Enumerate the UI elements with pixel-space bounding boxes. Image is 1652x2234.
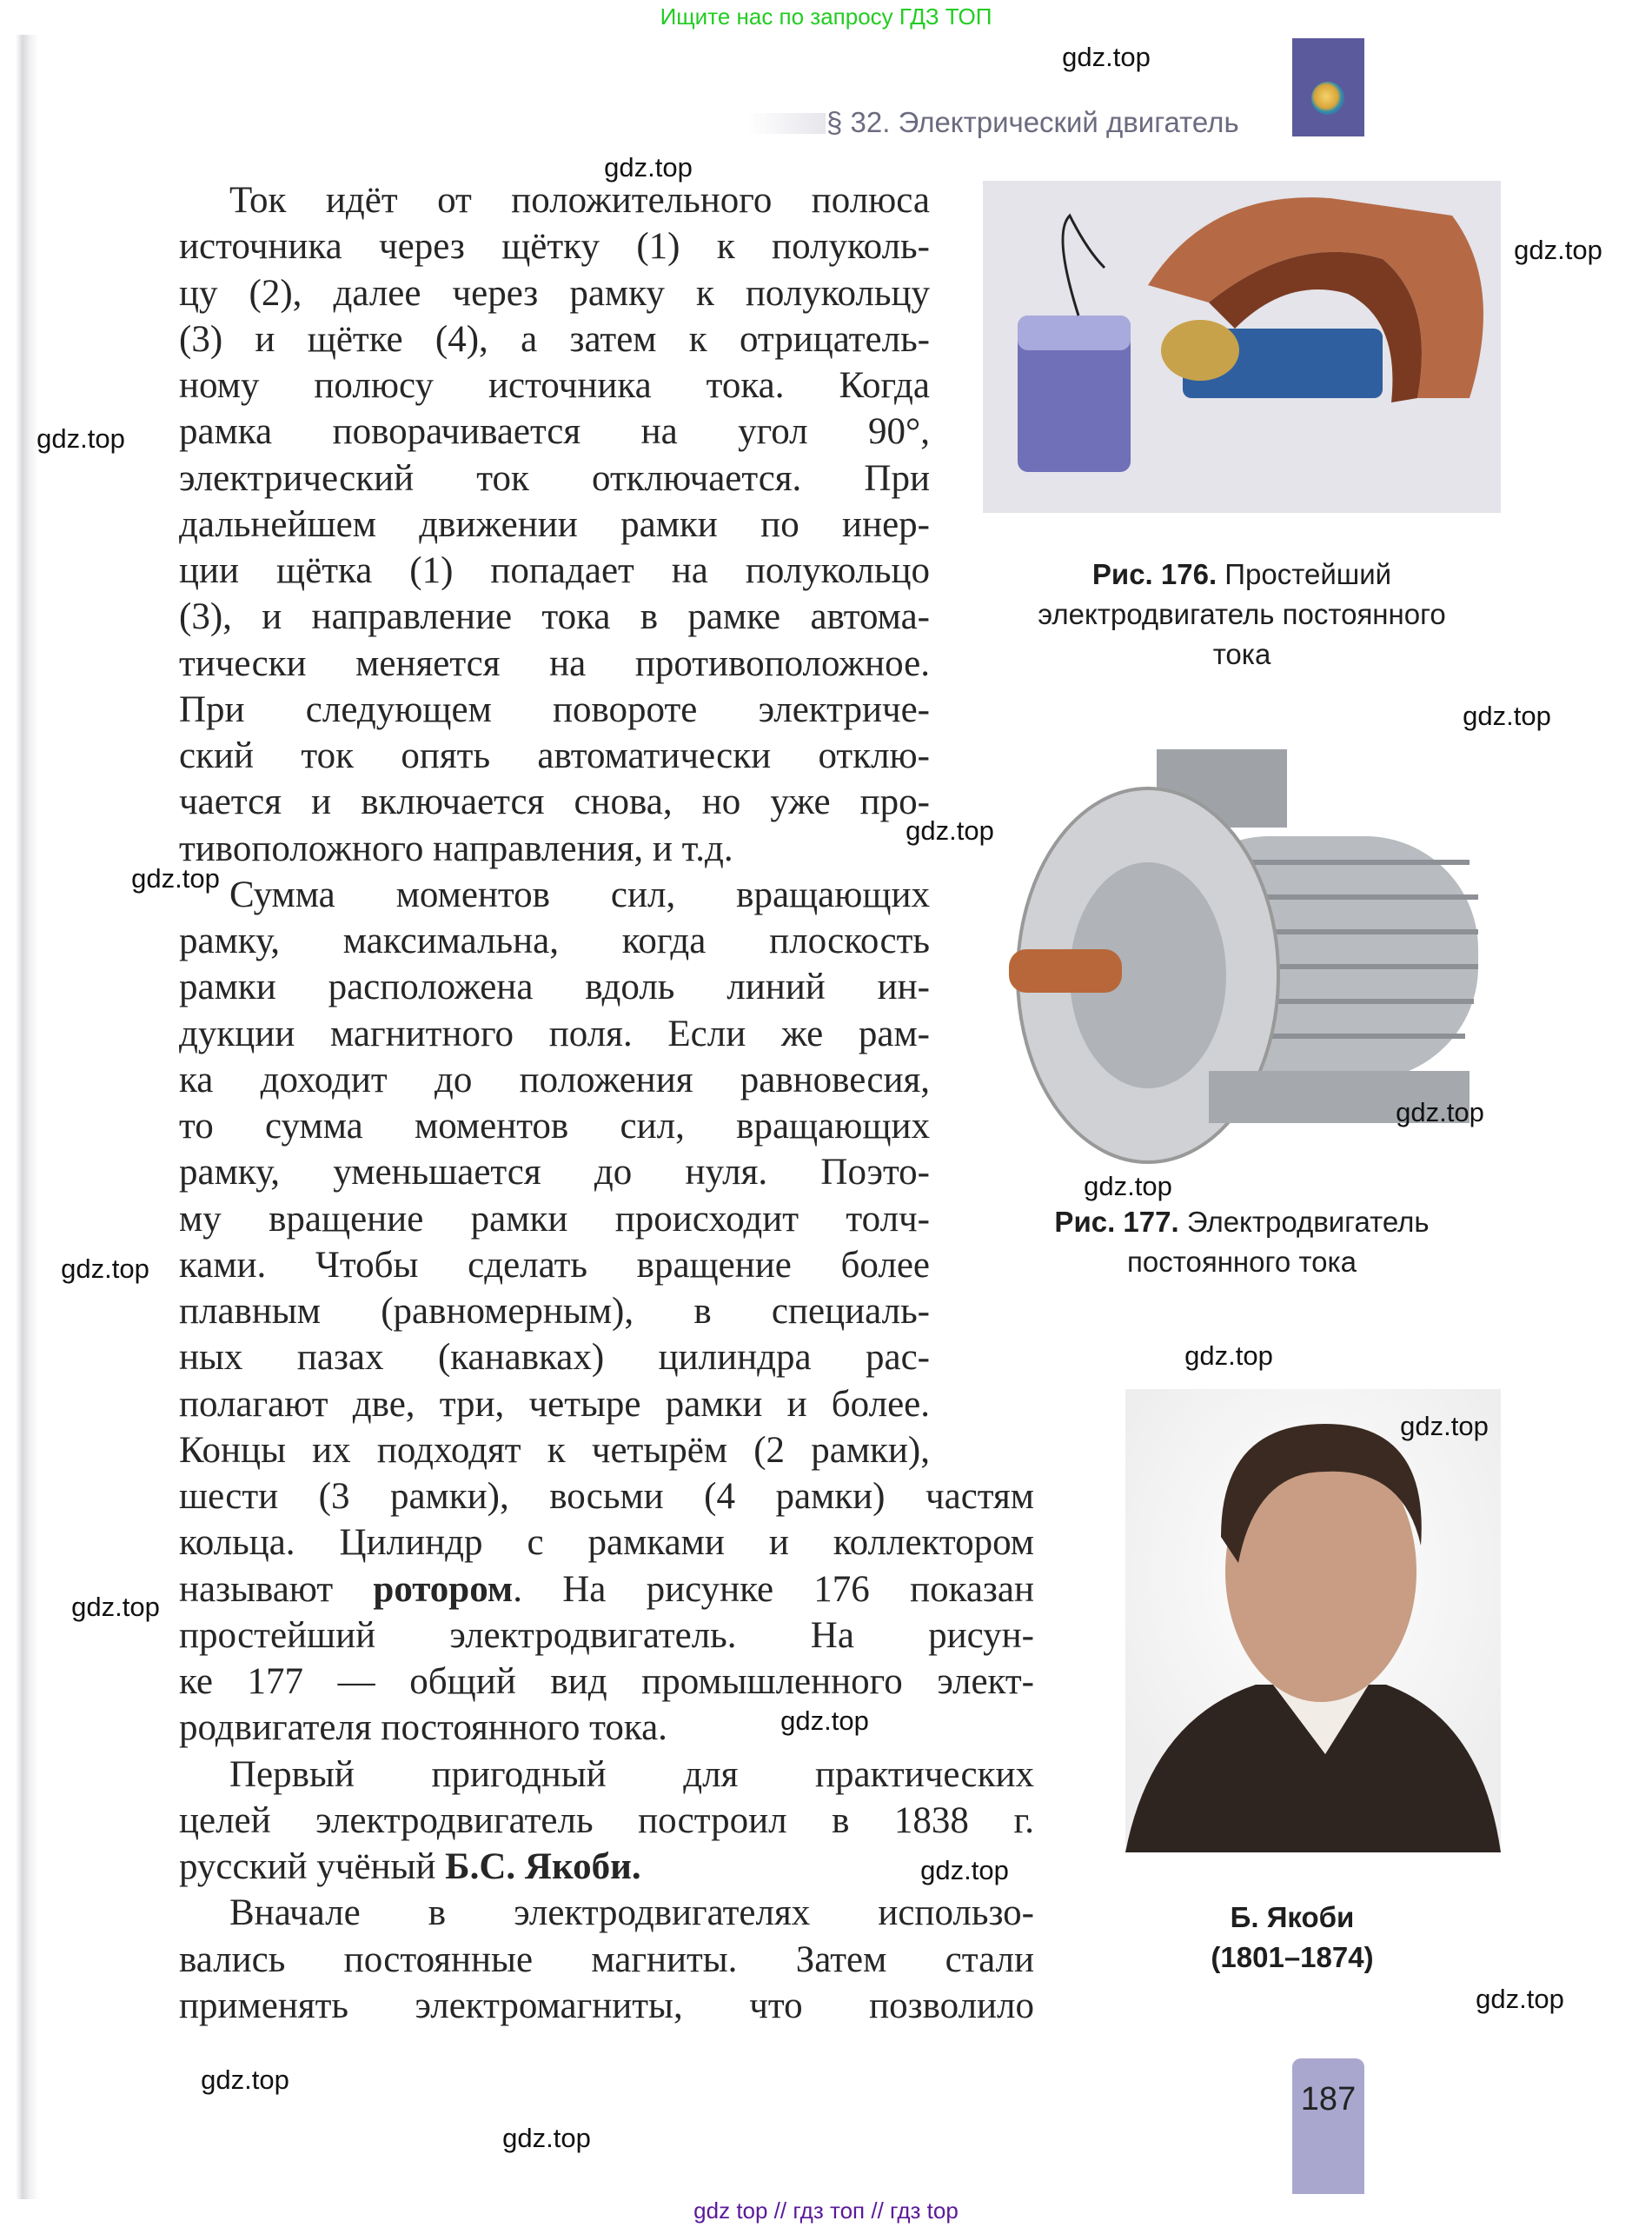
jacobi-portrait: [1125, 1389, 1501, 1852]
text-segment: источника через щётку (1) к полуколь-: [179, 226, 930, 268]
text-line: [179, 1381, 930, 1427]
text-line: [179, 548, 930, 594]
watermark: gdz.top: [131, 863, 220, 894]
text-segment: ками. Чтобы сделать вращение более: [179, 1244, 930, 1286]
text-segment: ке 177 — общий вид промышленного элект-: [179, 1661, 1034, 1702]
text-segment: ции щётка (1) попадает на полукольцо: [179, 550, 930, 591]
portrait-years: (1801–1874): [1211, 1941, 1374, 1973]
text-line: [179, 687, 930, 733]
text-line: [179, 1937, 1034, 1983]
text-line: [179, 1659, 1034, 1705]
text-segment: (3), и направление тока в рамке автома-: [179, 596, 930, 638]
figure-177-label: Рис. 177.: [1054, 1206, 1179, 1238]
text-line: [179, 964, 930, 1010]
figure-177-caption: [1054, 1202, 1429, 1282]
figure-176-caption: [1038, 555, 1446, 675]
text-segment: Вначале в электродвигателях использо-: [229, 1892, 1034, 1934]
text-line: [179, 316, 930, 362]
text-line: [179, 502, 930, 548]
text-segment: полагают две, три, четыре рамки и более.: [179, 1383, 930, 1425]
text-segment: рамки расположена вдоль линий ин-: [179, 967, 930, 1008]
text-segment: . На рисунке 176 показан: [513, 1568, 1034, 1610]
text-segment: Ток идёт от положительного полюса: [229, 180, 930, 221]
text-line: [179, 779, 930, 825]
text-line: [179, 1566, 1034, 1612]
text-segment: дукции магнитного поля. Если же рам-: [179, 1013, 930, 1054]
text-segment: ных пазах (канавках) цилиндра рас-: [179, 1337, 930, 1379]
text-line: [179, 409, 930, 455]
text-segment: дальнейшем движении рамки по инер-: [179, 503, 930, 545]
text-segment: цу (2), далее через рамку к полукольцу: [179, 272, 930, 314]
text-line: [179, 177, 930, 223]
body-text: [179, 177, 1034, 2029]
watermark: gdz.top: [1084, 1171, 1172, 1201]
caption-line: Простейший: [1217, 558, 1392, 590]
text-segment: рамка поворачивается на угол 90°,: [179, 411, 930, 453]
text-line: [179, 641, 930, 687]
page-number: 187: [1300, 2081, 1357, 2118]
chapter-emblem-icon: [1311, 82, 1344, 115]
text-segment: называют: [179, 1568, 374, 1610]
text-segment: то сумма моментов сил, вращающих: [179, 1106, 930, 1147]
watermark: gdz.top: [1476, 1984, 1564, 2014]
page-edge-shadow: [0, 35, 38, 2199]
promo-banner[interactable]: Ищите нас по запросу ГДЗ ТОП: [660, 3, 992, 30]
text-segment: русский учёный: [179, 1846, 446, 1887]
text-line: [179, 1334, 930, 1380]
text-line: [179, 1519, 1034, 1566]
text-segment: рамку, уменьшается до нуля. Поэто-: [179, 1152, 930, 1193]
watermark: gdz.top: [1062, 42, 1151, 72]
text-line: [179, 1149, 930, 1195]
text-line: [179, 1242, 930, 1288]
text-segment: тически меняется на противоположное.: [179, 642, 930, 684]
text-line: [179, 1844, 1034, 1890]
page-number-tab: [1292, 2058, 1364, 2194]
watermark: gdz.top: [71, 1592, 160, 1622]
text-segment: Первый пригодный для практических: [229, 1753, 1034, 1795]
chapter-tab: [1292, 38, 1364, 136]
watermark: gdz.top: [1400, 1411, 1489, 1441]
bleed-through: [747, 113, 826, 134]
watermark: gdz.top: [36, 423, 125, 454]
text-segment: чается и включается снова, но уже про-: [179, 781, 930, 823]
text-segment: Концы их подходят к четырём (2 рамки),: [179, 1429, 930, 1471]
text-segment: простейший электродвигатель. На рисун-: [179, 1614, 1034, 1656]
text-line: [179, 1427, 930, 1473]
watermark: gdz.top: [906, 815, 994, 846]
text-segment: применять электромагниты, что позволило: [179, 1985, 1034, 2026]
text-line: [179, 1612, 1034, 1659]
watermark: gdz.top: [502, 2123, 591, 2153]
caption-line: постоянного тока: [1127, 1246, 1357, 1278]
text-segment: (3) и щётке (4), а затем к отрицатель-: [179, 318, 930, 360]
watermark: gdz.top: [201, 2064, 289, 2095]
text-line: [179, 1705, 1034, 1751]
text-segment: вались постоянные магниты. Затем стали: [179, 1938, 1034, 1980]
text-line: [179, 1196, 930, 1242]
caption-line: электродвигатель постоянного: [1038, 598, 1446, 630]
text-line: [179, 1288, 930, 1334]
text-segment: Сумма моментов сил, вращающих: [229, 874, 930, 915]
text-segment: рамку, максимальна, когда плоскость: [179, 921, 930, 961]
figure-176-image: [983, 181, 1501, 513]
section-header: § 32. Электрический двигатель: [826, 106, 1239, 138]
watermark: gdz.top: [780, 1705, 869, 1736]
text-line: [179, 826, 930, 872]
text-line: [179, 1890, 1034, 1936]
text-segment: плавным (равномерным), в специаль-: [179, 1291, 930, 1332]
text-segment: целей электродвигатель построил в 1838 г.: [179, 1799, 1034, 1841]
portrait-caption: [1211, 1898, 1373, 1978]
text-line: [179, 455, 930, 502]
text-segment: му вращение рамки происходит толч-: [179, 1198, 930, 1240]
text-segment: электрический ток отключается. При: [179, 457, 930, 499]
text-line: [179, 872, 930, 918]
watermark: gdz.top: [61, 1253, 149, 1284]
watermark: gdz.top: [920, 1855, 1009, 1885]
watermark: gdz.top: [1396, 1097, 1484, 1127]
text-line: [179, 733, 930, 779]
text-segment: кольца. Цилиндр с рамками и коллектором: [179, 1522, 1034, 1564]
figure-176-label: Рис. 176.: [1091, 558, 1217, 590]
caption-line: Электродвигатель: [1178, 1206, 1430, 1238]
watermark: gdz.top: [1514, 235, 1602, 265]
watermark: gdz.top: [604, 152, 693, 183]
bold-term: ротором: [373, 1568, 514, 1610]
text-line: [179, 1057, 930, 1103]
watermark: gdz.top: [1463, 701, 1551, 731]
text-segment: родвигателя постоянного тока.: [179, 1707, 667, 1749]
text-line: [179, 1983, 1034, 2029]
text-line: [179, 1011, 930, 1057]
text-segment: тивоположного направления, и т.д.: [179, 828, 733, 869]
text-segment: ному полюсу источника тока. Когда: [179, 365, 930, 406]
text-segment: При следующем повороте электриче-: [179, 688, 930, 730]
footer-links[interactable]: gdz top // гдз топ // гдз top: [693, 2197, 959, 2224]
text-line: [179, 223, 930, 269]
text-line: [179, 918, 930, 964]
text-line: [179, 1103, 930, 1149]
text-line: [179, 270, 930, 316]
text-segment: ский ток опять автоматически отклю-: [179, 735, 930, 776]
text-line: [179, 1752, 1034, 1798]
caption-line: тока: [1212, 638, 1271, 670]
portrait-name: Б. Якоби: [1230, 1901, 1355, 1933]
text-line: [179, 594, 930, 640]
bold-term: Б.С. Якоби.: [445, 1846, 641, 1887]
watermark: gdz.top: [1184, 1340, 1273, 1371]
text-segment: шести (3 рамки), восьми (4 рамки) частям: [179, 1476, 1034, 1517]
text-line: [179, 362, 930, 409]
text-line: [179, 1798, 1034, 1844]
text-segment: ка доходит до положения равновесия,: [179, 1059, 930, 1100]
text-line: [179, 1473, 1034, 1519]
